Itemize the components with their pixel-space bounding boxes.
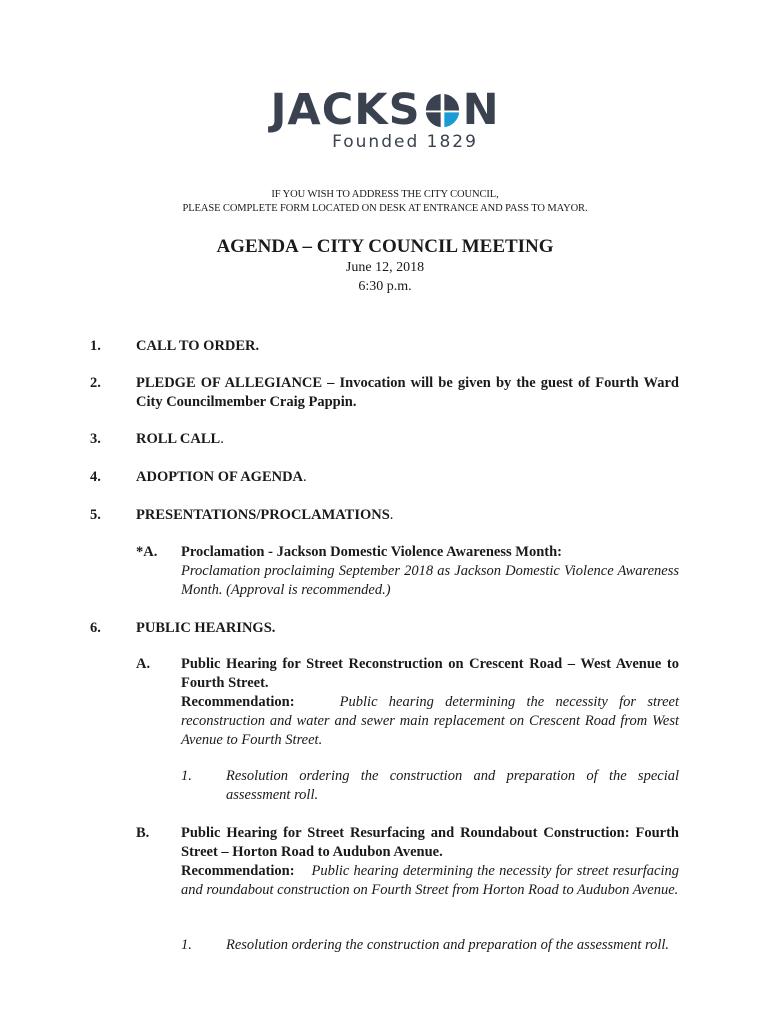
resolution-text: Resolution ordering the construction and preparation of the special assessment roll. — [226, 768, 679, 803]
recommendation-text: Public hearing determining the necessity for street reconstruction and water and sewer main replacement on Crescent Road from West Avenue to Fourth Street. — [181, 694, 679, 748]
logo-emblem-icon — [424, 92, 461, 129]
agenda-item-suffix: . — [389, 507, 394, 523]
city-logo — [0, 86, 770, 152]
recommendation-label: Recommendation: — [181, 863, 295, 879]
address-council-notice — [0, 188, 770, 216]
agenda-item-number: 1. — [90, 338, 101, 354]
logo-name-right: N — [462, 85, 500, 135]
agenda-item-label: PLEDGE OF ALLEGIANCE – Invocation will be given by the guest of Fourth Ward City Councilmember Craig Pappin. — [136, 375, 679, 410]
hearing-letter: A. — [136, 656, 151, 672]
recommendation-text: Public hearing determining the necessity for street resurfacing and roundabout construction on Fourth Street from Horton Road to Audubon Avenue. — [181, 863, 680, 898]
page-title: AGENDA – CITY COUNCIL MEETING — [216, 236, 554, 257]
presentation-title: Proclamation - Jackson Domestic Violence Awareness Month: — [181, 544, 562, 560]
recommendation-label: Recommendation: — [181, 694, 295, 710]
resolution-number: 1. — [181, 768, 192, 784]
agenda-item-label: PUBLIC HEARINGS. — [136, 620, 276, 636]
hearing-title: Public Hearing for Street Resurfacing and Roundabout Construction: Fourth Street – Horton Road to Audubon Avenue. — [181, 825, 679, 860]
agenda-item-number: 5. — [90, 507, 101, 523]
agenda-item-number: 3. — [90, 431, 101, 447]
logo-wordmark — [270, 86, 499, 134]
agenda-item-number: 2. — [90, 375, 101, 391]
notice-line-2: PLEASE COMPLETE FORM LOCATED ON DESK AT ENTRANCE AND PASS TO MAYOR. — [182, 203, 588, 214]
agenda-item-label: PRESENTATIONS/PROCLAMATIONS — [136, 507, 390, 523]
hearing-title: Public Hearing for Street Reconstruction on Crescent Road – West Avenue to Fourth Street. — [181, 656, 679, 691]
logo-name-left: JACKS — [270, 85, 421, 135]
notice-line-1: IF YOU WISH TO ADDRESS THE CITY COUNCIL, — [271, 189, 499, 200]
meeting-time: 6:30 p.m. — [358, 279, 412, 294]
agenda-item-number: 6. — [90, 620, 101, 636]
agenda-item-label: ROLL CALL — [136, 431, 221, 447]
presentation-letter: *A. — [136, 544, 158, 560]
presentation-description: Proclamation proclaiming September 2018 as Jackson Domestic Violence Awareness Month. (Approval is recommended.) — [181, 563, 679, 598]
agenda-item-suffix: . — [220, 431, 224, 447]
agenda-item-suffix: . — [303, 469, 307, 485]
resolution-number: 1. — [181, 937, 192, 953]
resolution-text: Resolution ordering the construction and preparation of the assessment roll. — [226, 937, 670, 953]
meeting-date: June 12, 2018 — [345, 260, 425, 275]
agenda-item-label: CALL TO ORDER. — [136, 338, 260, 354]
logo-subtitle: Founded 1829 — [332, 132, 478, 152]
agenda-item-number: 4. — [90, 469, 101, 485]
agenda-item-label: ADOPTION OF AGENDA — [136, 469, 304, 485]
hearing-letter: B. — [136, 825, 150, 841]
